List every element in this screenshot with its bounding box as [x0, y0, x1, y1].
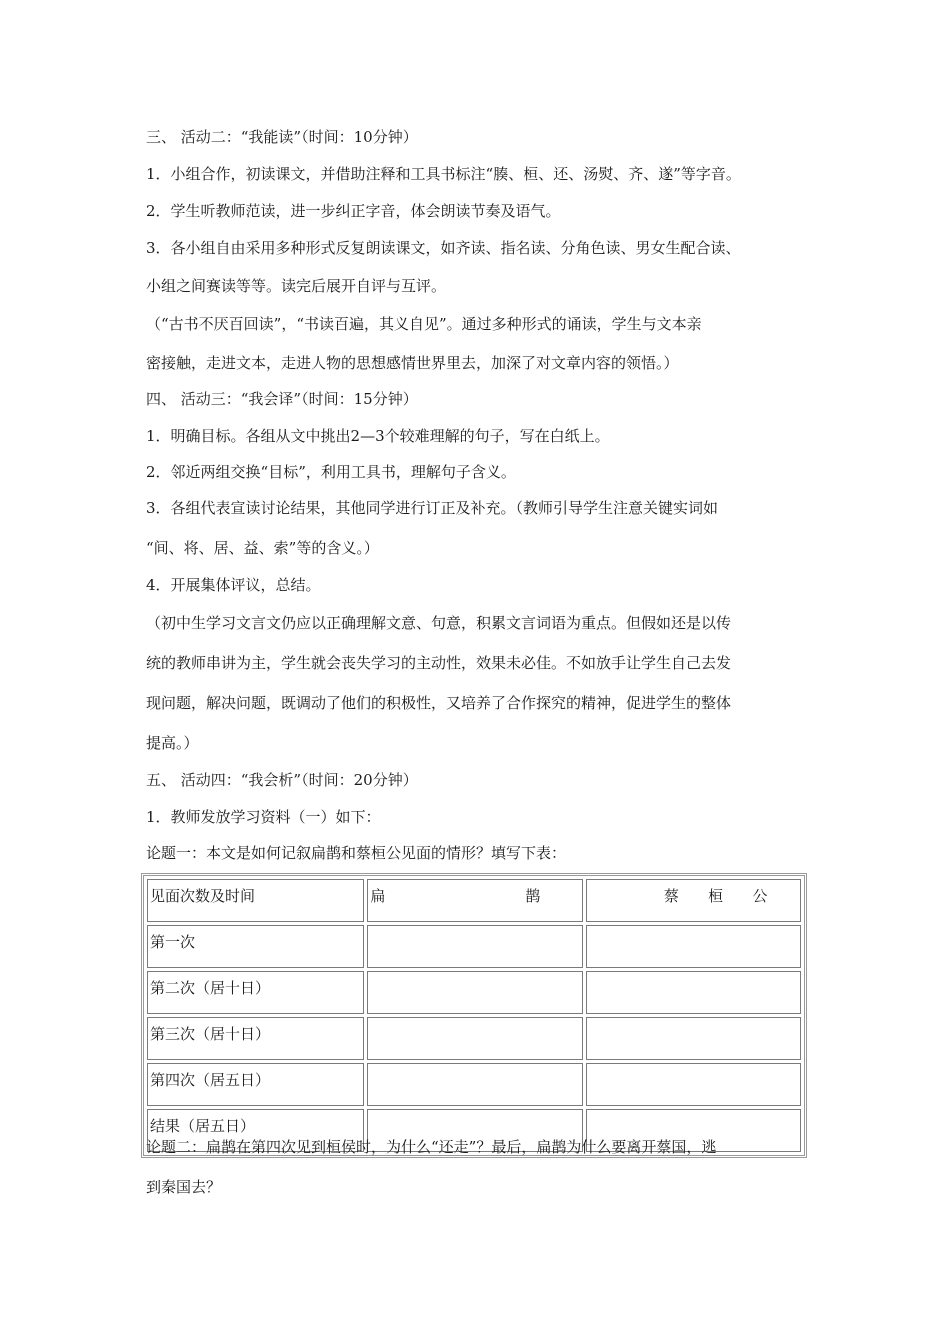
section-4-item-2: 2．邻近两组交换“目标”，利用工具书，理解句子含义。 [146, 463, 516, 481]
header-huan-char: 桓 [708, 887, 724, 905]
table-cell-empty [367, 1063, 583, 1106]
table-cell-empty [586, 1017, 801, 1060]
section-4-heading: 四、 活动三：“我会译”（时间：15分钟） [146, 390, 418, 408]
table-cell-empty [586, 1063, 801, 1106]
table-cell-empty [586, 971, 801, 1014]
section-4-item-1: 1．明确目标。各组从文中挑出2—3个较难理解的句子，写在白纸上。 [146, 427, 610, 445]
table-cell-empty [367, 1017, 583, 1060]
topic-2-question-line-2: 到秦国去？ [146, 1178, 222, 1196]
section-5-heading: 五、 活动四：“我会析”（时间：20分钟） [146, 771, 418, 789]
section-5-item-1: 1．教师发放学习资料（一）如下： [146, 808, 381, 826]
section-4-note-line-4: 提高。） [146, 734, 199, 752]
header-bian-char: 扁 [370, 887, 386, 905]
header-cai-huan-gong [586, 879, 801, 922]
table-row [147, 971, 801, 1014]
header-que-char: 鹊 [525, 887, 541, 905]
table-cell-empty [586, 925, 801, 968]
section-3-item-1: 1．小组合作，初读课文，并借助注释和工具书标注“腠、桓、还、汤熨、齐、遂”等字音。 [146, 165, 741, 183]
table-row [147, 1063, 801, 1106]
header-gong-char: 公 [752, 887, 768, 905]
table-cell-empty [367, 925, 583, 968]
section-3-note-line-2: 密接触，走进文本，走进人物的思想感情世界里去，加深了对文章内容的领悟。） [146, 354, 679, 372]
row-label: 结果（居五日） [147, 1109, 364, 1152]
header-bian-que [367, 879, 583, 922]
meeting-table [141, 873, 807, 1158]
section-4-item-3: 3．各组代表宣读讨论结果，其他同学进行订正及补充。（教师引导学生注意关键实词如 [146, 499, 719, 517]
section-4-note-line-2: 统的教师串讲为主，学生就会丧失学习的主动性，效果未必佳。不如放手让学生自己去发 [146, 654, 732, 672]
row-label: 第二次（居十日） [147, 971, 364, 1014]
topic-2-question-line-1: 论题二：扁鹊在第四次见到桓侯时，为什么“还走”？最后，扁鹊为什么要离开蔡国，逃 [146, 1138, 717, 1156]
table-row [147, 1017, 801, 1060]
section-4-note-line-1: （初中生学习文言文仍应以正确理解文意、句意，积累文言词语为重点。但假如还是以传 [146, 614, 732, 632]
row-label: 第四次（居五日） [147, 1063, 364, 1106]
section-3-heading: 三、 活动二：“我能读”（时间：10分钟） [146, 128, 418, 146]
section-3-item-2: 2．学生听教师范读，进一步纠正字音，体会朗读节奏及语气。 [146, 202, 561, 220]
header-cai-char: 蔡 [663, 887, 679, 905]
section-4-note-line-3: 现问题，解决问题，既调动了他们的积极性，又培养了合作探究的精神，促进学生的整体 [146, 694, 732, 712]
row-label: 第三次（居十日） [147, 1017, 364, 1060]
table-cell-empty [367, 971, 583, 1014]
table-header-row [147, 879, 801, 922]
section-4-item-3-cont: “间、将、居、益、索”等的含义。） [146, 539, 379, 557]
topic-1-question: 论题一：本文是如何记叙扁鹊和蔡桓公见面的情形？填写下表： [146, 844, 567, 862]
row-label: 第一次 [147, 925, 364, 968]
section-4-item-4: 4．开展集体评议，总结。 [146, 576, 321, 594]
section-3-item-3-cont: 小组之间赛读等等。读完后展开自评与互评。 [146, 277, 447, 295]
table-row [147, 925, 801, 968]
section-3-item-3: 3．各小组自由采用多种形式反复朗读课文，如齐读、指名读、分角色读、男女生配合读、 [146, 239, 741, 257]
section-3-note-line-1: （“古书不厌百回读”，“书读百遍，其义自见”。通过多种形式的诵读，学生与文本亲 [146, 315, 702, 333]
header-meeting-time: 见面次数及时间 [147, 879, 364, 922]
